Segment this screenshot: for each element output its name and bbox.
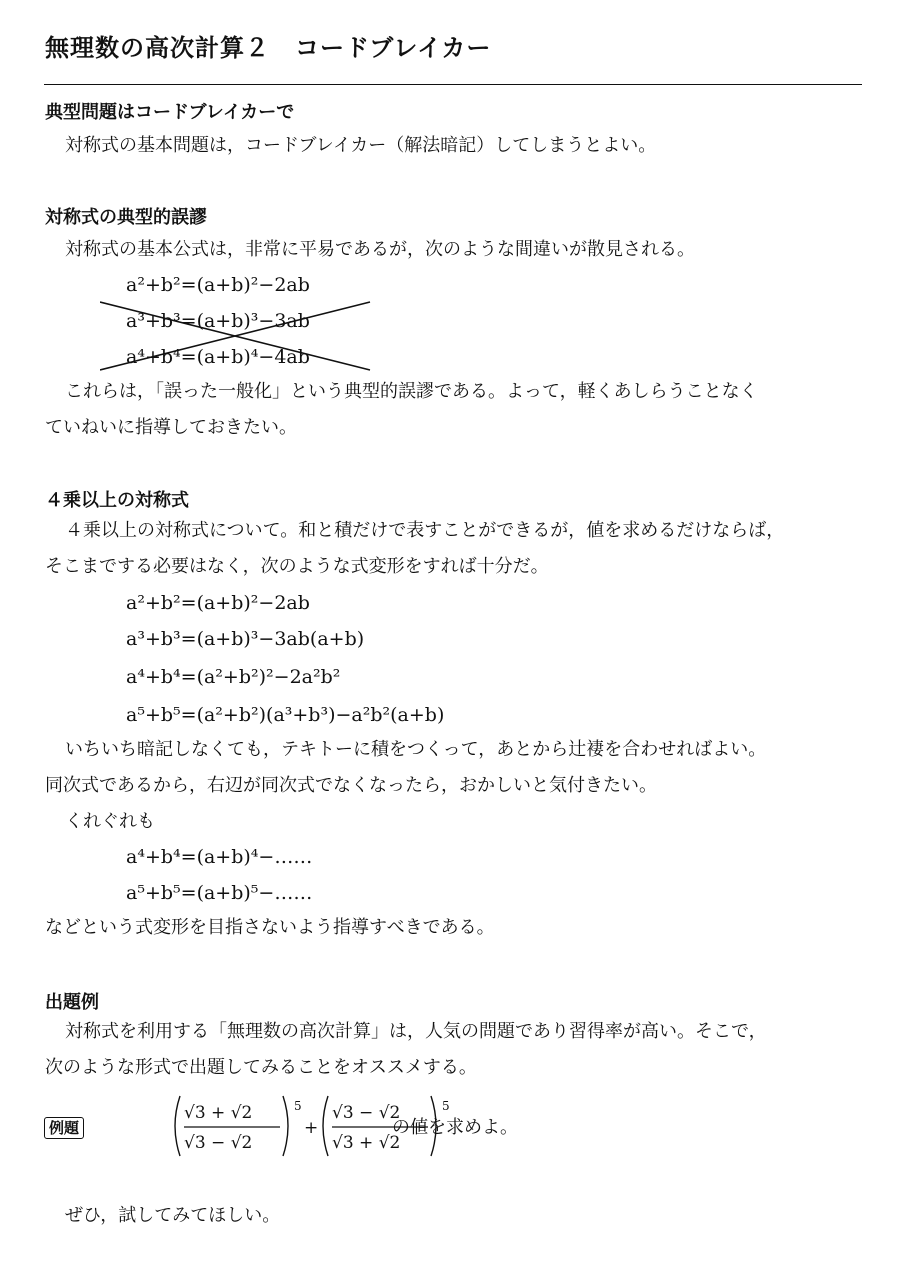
paragraph-line: ４乗以上の対称式について。和と積だけで表すことができるが，値を求めるだけならば， xyxy=(65,520,785,541)
paragraph-line: 対称式の基本問題は，コードブレイカー（解法暗記）してしまうとよい。 xyxy=(65,135,657,156)
paragraph-fallacy-after xyxy=(45,374,863,446)
formula-wrong-expansion-4: a⁴+b⁴=(a+b)⁴−…… xyxy=(126,846,313,868)
section-heading-fallacy: 対称式の典型的誤謬 xyxy=(45,207,207,228)
cross-out-mark xyxy=(100,300,375,372)
paragraph-line: 対称式を利用する「無理数の高次計算」は，人気の問題であり習得率が高い。そこで， xyxy=(65,1021,767,1042)
paragraph-higher-power-closing xyxy=(45,910,863,946)
formula-wrong-cube: a³+b³=(a+b)³−3ab xyxy=(126,310,310,332)
svg-text:√3 + √2: √3 + √2 xyxy=(332,1133,401,1153)
section-heading-higher-power: ４乗以上の対称式 xyxy=(45,490,189,511)
svg-text:√3 − √2: √3 − √2 xyxy=(332,1103,401,1123)
svg-text:5: 5 xyxy=(294,1099,302,1113)
paragraph-example-intro xyxy=(45,1014,863,1086)
formula-correct-square: a²+b²=(a+b)²−2ab xyxy=(126,274,310,296)
paragraph-line: いちいち暗記しなくても，テキトーに積をつくって，あとから辻褄を合わせればよい。 xyxy=(65,739,767,760)
paragraph-fallacy-intro xyxy=(45,232,863,268)
paragraph-higher-power-intro xyxy=(45,513,863,585)
svg-text:+: + xyxy=(304,1118,319,1138)
example-suffix: の値を求めよ。 xyxy=(392,1117,518,1138)
formula-power-3: a³+b³=(a+b)³−3ab(a+b) xyxy=(126,628,365,650)
svg-text:5: 5 xyxy=(442,1099,450,1113)
formula-power-5: a⁵+b⁵=(a²+b²)(a³+b³)−a²b²(a+b) xyxy=(126,704,445,726)
formula-wrong-fourth: a⁴+b⁴=(a+b)⁴−4ab xyxy=(126,346,310,368)
paragraph-line: これらは，「誤った一般化」という典型的誤謬である。よって，軽くあしらうことなく xyxy=(65,381,758,402)
paragraph-final xyxy=(45,1198,863,1234)
title-rule xyxy=(44,84,862,85)
formula-power-2: a²+b²=(a+b)²−2ab xyxy=(126,592,310,614)
section-heading-example: 出題例 xyxy=(45,992,99,1013)
paragraph-line: そこまでする必要はなく，次のような式変形をすれば十分だ。 xyxy=(45,556,549,577)
paragraph-line: 同次式であるから，右辺が同次式でなくなったら，おかしいと気付きたい。 xyxy=(45,775,657,796)
paragraph-line: 次のような形式で出題してみることをオススメする。 xyxy=(45,1057,477,1078)
svg-text:√3 − √2: √3 − √2 xyxy=(184,1133,253,1153)
paragraph-codebreaker xyxy=(45,128,863,164)
paragraph-line: などという式変形を目指さないよう指導すべきである。 xyxy=(45,917,495,938)
formula-power-4: a⁴+b⁴=(a²+b²)²−2a²b² xyxy=(126,666,341,688)
svg-text:√3 + √2: √3 + √2 xyxy=(184,1103,253,1123)
paragraph-line: ていねいに指導しておきたい。 xyxy=(45,417,297,438)
document-title: 無理数の高次計算２ コードブレイカー xyxy=(45,34,492,62)
example-label: 例題 xyxy=(44,1117,84,1139)
paragraph-higher-power-note xyxy=(45,732,863,840)
section-heading-codebreaker: 典型問題はコードブレイカーで xyxy=(45,102,295,123)
paragraph-line: くれぐれも xyxy=(65,811,155,832)
formula-wrong-expansion-5: a⁵+b⁵=(a+b)⁵−…… xyxy=(126,882,313,904)
paragraph-line: 対称式の基本公式は，非常に平易であるが，次のような間違いが散見される。 xyxy=(65,239,695,260)
paragraph-line: ぜひ，試してみてほしい。 xyxy=(65,1205,281,1226)
